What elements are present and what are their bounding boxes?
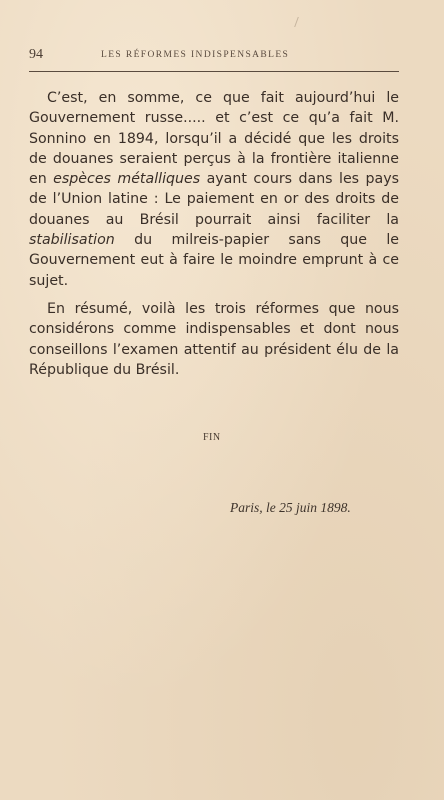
body-text [29, 88, 399, 388]
running-head [29, 47, 399, 65]
header-rule [29, 71, 399, 72]
paragraph-1-part-a: C’est, en somme, ce que fait aujourd’hui le Gouvernement russe..... et c’est ce qu’a fait M. Sonnino en 1894, lorsqu’il a décidé que les droits de douanes seraient perçus à la frontière italienne en [29, 90, 399, 188]
paragraph-1 [29, 88, 399, 291]
page-number: 94 [29, 47, 43, 62]
emphasis-stabilisation: stabilisation [29, 232, 115, 249]
emphasis-especes-metalliques: espèces métalliques [53, 171, 201, 188]
running-title: LES RÉFORMES INDISPENSABLES [101, 50, 290, 60]
paragraph-2: En résumé, voilà les trois réformes que nous considérons comme indispensables et dont nous conseillons l’examen attentif au président élu de la République du Brésil. [29, 300, 399, 378]
fin-label: FIN [203, 432, 221, 443]
dateline: Paris, le 25 juin 1898. [230, 500, 351, 515]
paragraph-1-part-b: ayant cours dans les pays de l’Union latine : Le paiement en or des droits de douanes au Brésil pourrait ainsi faciliter la [29, 171, 400, 228]
pencil-mark [294, 17, 307, 27]
paragraph-1-part-c: du milreis-papier sans que le Gouvernement eut à faire le moindre emprunt à ce sujet. [29, 232, 399, 289]
